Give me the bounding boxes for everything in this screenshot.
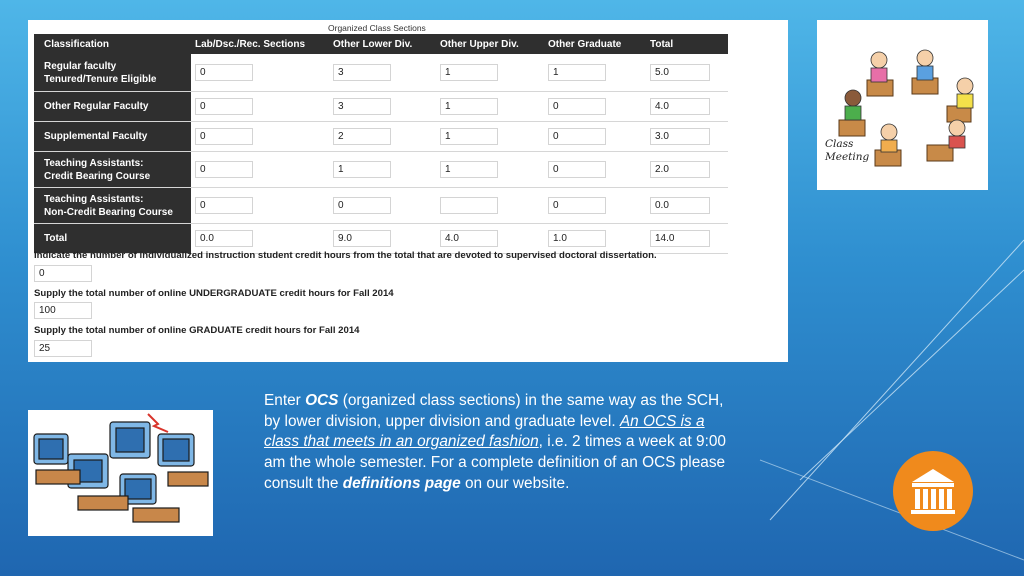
- row-label: Teaching Assistants: Credit Bearing Course: [34, 152, 191, 187]
- dissertation-hours-input[interactable]: 0: [34, 265, 92, 282]
- table-row: [34, 152, 728, 188]
- ocs-input[interactable]: 3: [333, 64, 391, 81]
- total-input[interactable]: 2.0: [650, 161, 710, 178]
- computers-clipart: [28, 410, 213, 536]
- definitions-page-link[interactable]: definitions page: [342, 474, 461, 492]
- row-label: Regular faculty Tenured/Tenure Eligible: [34, 54, 191, 91]
- row-label: Teaching Assistants: Non-Credit Bearing Course: [34, 188, 191, 223]
- ocs-input[interactable]: 3: [333, 98, 391, 115]
- undergrad-online-input[interactable]: 100: [34, 302, 92, 319]
- grad-online-input[interactable]: 25: [34, 340, 92, 357]
- ocs-input[interactable]: 0: [195, 161, 253, 178]
- institution-icon: [892, 450, 974, 532]
- class-meeting-clipart: [817, 20, 988, 190]
- ocs-term: OCS: [305, 392, 339, 409]
- ocs-input[interactable]: 1: [440, 98, 498, 115]
- ocs-input[interactable]: 0: [548, 161, 606, 178]
- column-header: Other Upper Div.: [440, 38, 519, 50]
- ocs-input[interactable]: 0: [195, 98, 253, 115]
- ocs-input[interactable]: [440, 197, 498, 214]
- ocs-input[interactable]: 2: [333, 128, 391, 145]
- row-label: Supplemental Faculty: [34, 122, 191, 151]
- column-header: Classification: [44, 38, 110, 50]
- ocs-input[interactable]: 0: [195, 64, 253, 81]
- total-input[interactable]: 0.0: [650, 197, 710, 214]
- total-input[interactable]: 1.0: [548, 230, 606, 247]
- ocs-input[interactable]: 1: [440, 128, 498, 145]
- row-label: Other Regular Faculty: [34, 92, 191, 121]
- dissertation-question-label: Indicate the number of individualized instruction student credit hours from the total that are devoted to supervised doctoral dissertation.: [34, 250, 657, 261]
- ocs-form-panel: [28, 20, 788, 362]
- class-meeting-label: Class Meeting: [825, 138, 870, 163]
- total-input[interactable]: 3.0: [650, 128, 710, 145]
- total-input[interactable]: 5.0: [650, 64, 710, 81]
- ocs-input[interactable]: 0: [195, 197, 253, 214]
- ocs-input[interactable]: 0: [333, 197, 391, 214]
- form-title: Organized Class Sections: [328, 23, 426, 33]
- class-meeting-illustration: [817, 20, 988, 190]
- total-input[interactable]: 9.0: [333, 230, 391, 247]
- total-input[interactable]: 0.0: [195, 230, 253, 247]
- column-header: Lab/Dsc./Rec. Sections: [195, 38, 306, 50]
- table-row: [34, 54, 728, 92]
- table-row: [34, 92, 728, 122]
- ocs-input[interactable]: 1: [440, 64, 498, 81]
- ocs-input[interactable]: 0: [548, 128, 606, 145]
- column-header: Other Graduate: [548, 38, 622, 50]
- table-row: [34, 122, 728, 152]
- ocs-input[interactable]: 1: [440, 161, 498, 178]
- ocs-input[interactable]: 1: [548, 64, 606, 81]
- ocs-definition: An OCS is a class that meets in an organized fashion: [264, 412, 705, 451]
- table-header-row: [34, 34, 728, 54]
- column-header: Other Lower Div.: [333, 38, 413, 50]
- total-input[interactable]: 14.0: [650, 230, 710, 247]
- grad-online-label: Supply the total number of online GRADUATE credit hours for Fall 2014: [34, 325, 360, 336]
- ocs-input[interactable]: 0: [548, 98, 606, 115]
- total-input[interactable]: 4.0: [650, 98, 710, 115]
- column-header: Total: [650, 38, 674, 50]
- ocs-input[interactable]: 1: [333, 161, 391, 178]
- undergrad-online-label: Supply the total number of online UNDERGRADUATE credit hours for Fall 2014: [34, 288, 394, 299]
- computers-illustration: [28, 410, 213, 536]
- ocs-input[interactable]: 0: [195, 128, 253, 145]
- table-row: [34, 188, 728, 224]
- ocs-table: [34, 34, 728, 254]
- row-label: Total: [34, 224, 191, 253]
- ocs-description: Enter OCS (organized class sections) in the same way as the SCH, by lower division, upper division and graduate level. An OCS is a class that meets in an organized fashion, i.e. 2 times a week at 9:00 am the whole semester. For a complete definition of an OCS please consult the definitions page on our website.: [264, 392, 726, 492]
- total-input[interactable]: 4.0: [440, 230, 498, 247]
- ocs-input[interactable]: 0: [548, 197, 606, 214]
